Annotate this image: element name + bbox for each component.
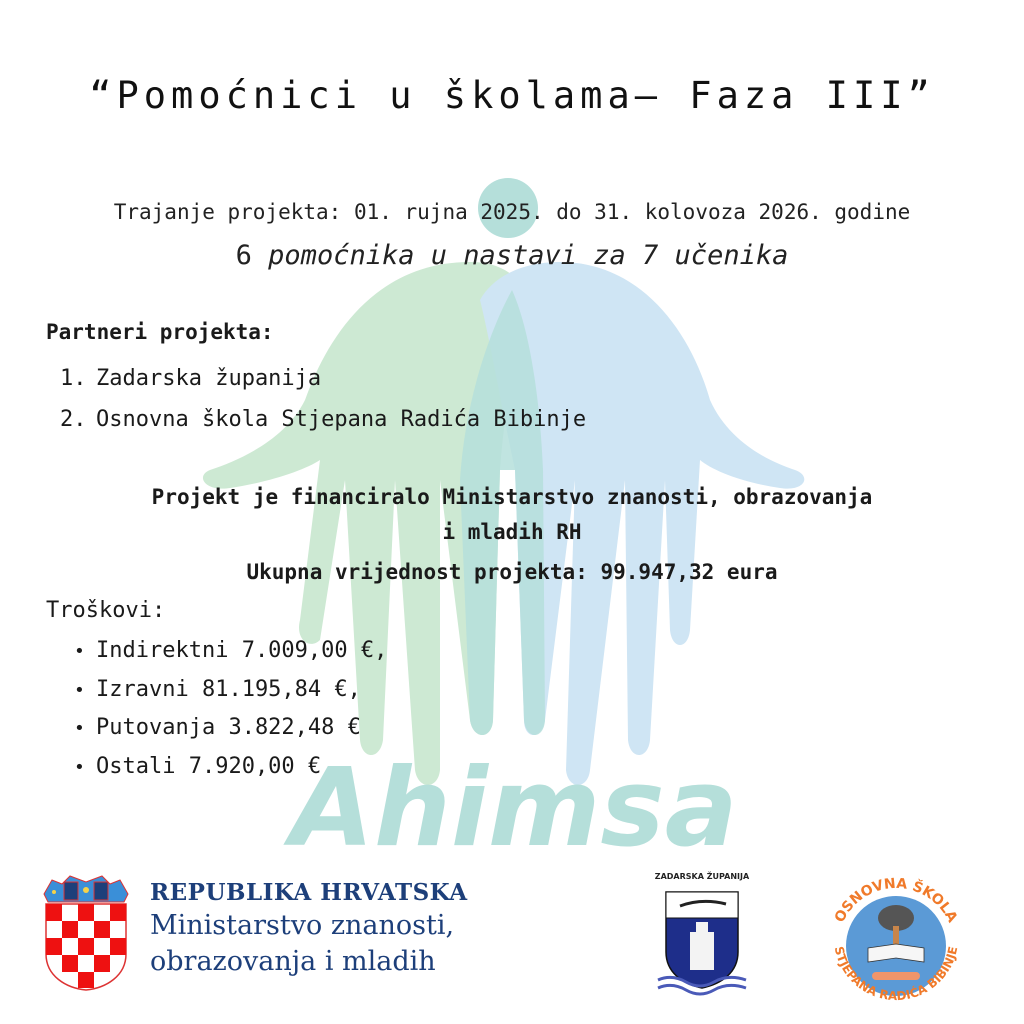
costs-list <box>74 632 387 786</box>
zadar-county-crest: ZADARSKA ŽUPANIJA <box>652 872 752 1002</box>
ministry-logo-text: REPUBLIKA HRVATSKA Ministarstvo znanosti, obrazovanja i mladih <box>150 879 468 977</box>
partner-item: 1. Zadarska županija <box>60 366 322 391</box>
partners-heading: Partneri projekta: <box>46 320 274 344</box>
partner-item: 2. Osnovna škola Stjepana Radića Bibinje <box>60 407 587 432</box>
costs-heading: Troškovi: <box>46 598 166 623</box>
svg-text:STJEPANA RADIĆA BIBINJE: STJEPANA RADIĆA BIBINJE <box>831 945 961 1004</box>
cost-item: • Izravni 81.195,84 €, <box>74 671 387 710</box>
ahimsa-wordmark: Ahimsa <box>290 746 738 871</box>
assistants-count: 6 <box>235 240 252 271</box>
poster-title: “Pomoćnici u školama– Faza III” <box>89 74 935 117</box>
croatia-coat-of-arms-icon <box>40 872 132 992</box>
svg-text:OSNOVNA ŠKOLA: OSNOVNA ŠKOLA <box>831 875 961 926</box>
cost-item: • Putovanja 3.822,48 € <box>74 709 387 748</box>
cost-item: • Ostali 7.920,00 € <box>74 748 387 787</box>
partners-list <box>60 358 586 440</box>
project-duration: Trajanje projekta: 01. rujna 2025. do 31. kolovoza 2026. godine <box>113 200 911 224</box>
county-shield-icon <box>652 872 752 1002</box>
school-logo-icon <box>816 868 976 1018</box>
assistants-text: pomoćnika u nastavi za 7 učenika <box>268 240 789 271</box>
cost-item: • Indirektni 7.009,00 €, <box>74 632 387 671</box>
funding-statement: Projekt je financiralo Ministarstvo znanosti, obrazovanja i mladih RH <box>151 485 873 544</box>
project-total-value: Ukupna vrijednost projekta: 99.947,32 eura <box>246 560 778 584</box>
assistants-summary <box>0 240 1024 271</box>
